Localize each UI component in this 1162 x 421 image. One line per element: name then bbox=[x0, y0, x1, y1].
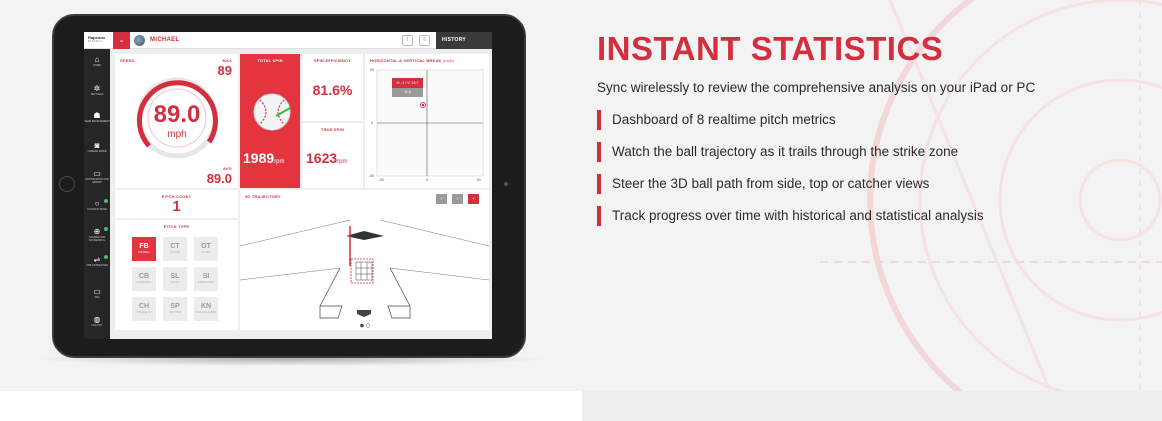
pitch-count-panel bbox=[115, 190, 238, 218]
pitch-type-name: OTHER bbox=[201, 251, 211, 254]
baseball-icon bbox=[252, 92, 292, 132]
pitch-type-code: CH bbox=[138, 303, 150, 310]
sidebar-item-settings[interactable] bbox=[84, 84, 110, 96]
pitch-type-code: OT bbox=[201, 243, 211, 250]
pitch-type-code: FB bbox=[139, 243, 149, 250]
feature-item: Track progress over time with historical and statistical analysis bbox=[597, 205, 1117, 227]
spin-efficiency-panel bbox=[302, 54, 363, 121]
feature-list bbox=[597, 109, 1117, 237]
pitch-type-code: KN bbox=[200, 303, 212, 310]
battery-icon: ▭ bbox=[93, 287, 101, 296]
calibration-icon: ⊕ bbox=[93, 227, 101, 236]
feature-item: Watch the ball trajectory as it trails through the strike zone bbox=[597, 141, 1117, 163]
speed-label: SPEED bbox=[120, 58, 135, 63]
sidebar-item-label: SETTINGS bbox=[90, 93, 104, 96]
app-sidebar bbox=[84, 49, 110, 339]
pitch-type-ot[interactable] bbox=[194, 237, 218, 261]
sidebar-item-label: HOME bbox=[93, 64, 101, 67]
footer-strip-right bbox=[582, 391, 1162, 421]
total-spin-label: TOTAL SPIN bbox=[257, 58, 283, 63]
page-indicator[interactable] bbox=[358, 323, 372, 328]
break-chart-unit: (inch) bbox=[442, 58, 455, 63]
chat-icon: ▭ bbox=[93, 169, 101, 178]
avatar[interactable] bbox=[134, 35, 145, 46]
speed-unit: mph bbox=[167, 129, 187, 140]
user-name: MICHAEL bbox=[150, 37, 180, 43]
break-y-tick: -50 bbox=[369, 174, 375, 178]
logo-subtext: BASEBALL bbox=[88, 40, 104, 43]
pitch-type-name: CUTTER bbox=[169, 251, 181, 254]
logo-text: Rapsodo bbox=[88, 35, 106, 40]
break-chart bbox=[365, 64, 489, 188]
spin-efficiency-value: 81.6% bbox=[312, 82, 353, 98]
speed-avg-label: AVG bbox=[223, 166, 232, 171]
pitch-type-name: SPLITTER bbox=[169, 311, 181, 314]
pitch-type-panel bbox=[115, 220, 238, 330]
total-spin-unit: rpm bbox=[274, 159, 285, 165]
pitch-type-name: SLIDER bbox=[170, 281, 180, 284]
trajectory-prev-button[interactable]: ‹ bbox=[436, 194, 447, 204]
sidebar-item-label: LOG OUT bbox=[91, 324, 103, 327]
total-spin-value bbox=[243, 150, 285, 166]
sidebar-item-notifications[interactable] bbox=[84, 169, 110, 184]
status-dot-green bbox=[104, 227, 108, 231]
sidebar-item-label: CLOUD SYNCED bbox=[87, 208, 107, 211]
pitch-type-name: CHANGE UP bbox=[136, 311, 152, 314]
pitch-type-cb[interactable] bbox=[132, 267, 156, 291]
break-x-tick: 0 bbox=[426, 178, 428, 182]
sidebar-item-label: USB CONNECTED bbox=[86, 264, 108, 267]
pitch-type-name: SINKING BALL bbox=[197, 281, 215, 284]
break-chart-panel bbox=[365, 54, 489, 188]
ipad-home-button bbox=[59, 176, 75, 192]
logout-icon: ◍ bbox=[93, 315, 101, 324]
sidebar-item-label: 33% bbox=[94, 296, 100, 299]
trajectory-view bbox=[240, 206, 489, 330]
camera-icon: ◙ bbox=[94, 141, 100, 150]
sidebar-item-label: TEAM MANAGEMENT bbox=[84, 120, 110, 123]
pitch-type-kn[interactable] bbox=[194, 297, 218, 321]
spin-efficiency-label: SPIN EFFICIENCY bbox=[313, 58, 352, 63]
headline: INSTANT STATISTICS bbox=[597, 30, 944, 67]
speed-max-label: MAX bbox=[222, 58, 232, 63]
pitch-type-code: SI bbox=[202, 273, 210, 280]
feature-item: Steer the 3D ball path from side, top or catcher views bbox=[597, 173, 1117, 195]
pitch-type-label: PITCH TYPE bbox=[163, 224, 190, 229]
sidebar-item-battery bbox=[84, 287, 110, 299]
app-screen bbox=[84, 32, 492, 339]
pitch-type-code: SL bbox=[170, 273, 180, 280]
sidebar-item-home[interactable] bbox=[84, 55, 110, 67]
sidebar-item-camera-mode[interactable] bbox=[84, 141, 110, 153]
pitch-type-name: KNUCKLE CURVE bbox=[195, 311, 217, 314]
break-y-tick: 0 bbox=[371, 121, 373, 125]
pitch-type-sl[interactable] bbox=[163, 267, 187, 291]
total-spin-number: 1989 bbox=[243, 150, 275, 166]
true-spin-unit: rpm bbox=[337, 159, 348, 165]
pitch-type-si[interactable] bbox=[194, 267, 218, 291]
speed-max-value: 89 bbox=[217, 63, 232, 78]
true-spin-panel bbox=[302, 123, 363, 188]
pitch-type-name: FASTBALL bbox=[137, 251, 151, 254]
ipad-camera bbox=[504, 182, 508, 186]
team-icon: ☗ bbox=[93, 111, 101, 120]
status-dot-green bbox=[104, 255, 108, 259]
sidebar-item-logout[interactable] bbox=[84, 315, 110, 327]
usb-icon: ⇌ bbox=[93, 255, 101, 264]
menu-dropdown-button[interactable] bbox=[113, 32, 130, 49]
trajectory-next-button[interactable]: › bbox=[452, 194, 463, 204]
home-icon: ⌂ bbox=[94, 55, 100, 64]
break-chart-label bbox=[370, 58, 454, 63]
clipboard-icon[interactable]: ≡ bbox=[419, 35, 430, 46]
lightbulb-icon[interactable]: ǐ bbox=[402, 35, 413, 46]
pitch-type-ct[interactable] bbox=[163, 237, 187, 261]
gear-icon: ✲ bbox=[93, 84, 101, 93]
break-chart-title: HORIZONTAL & VERTICAL BREAK bbox=[370, 58, 442, 63]
true-spin-label: TRUE SPIN bbox=[320, 127, 345, 132]
break-tag-top: H: -3 / V: 16.7 bbox=[396, 81, 419, 85]
chevron-down-icon: ⌄ bbox=[118, 37, 125, 44]
pitch-type-sp[interactable] bbox=[163, 297, 187, 321]
true-spin-value bbox=[306, 150, 348, 166]
true-spin-number: 1623 bbox=[306, 150, 338, 166]
pitch-type-fb[interactable] bbox=[132, 237, 156, 261]
pitch-count-value: 1 bbox=[172, 198, 181, 215]
pitch-type-code: SP bbox=[170, 303, 180, 310]
sidebar-item-label: CAMERA MODE bbox=[87, 150, 107, 153]
break-tag-bottom: 11.6 bbox=[404, 90, 411, 94]
pitch-type-code: CT bbox=[170, 243, 180, 250]
break-x-tick: 50 bbox=[477, 178, 481, 182]
footer-strip-left bbox=[0, 391, 582, 421]
cloud-sync-icon: ○ bbox=[94, 199, 100, 208]
sidebar-item-team-management[interactable] bbox=[84, 111, 110, 123]
history-button[interactable]: HISTORY bbox=[436, 32, 492, 49]
speed-avg-value: 89.0 bbox=[206, 171, 232, 186]
status-dot-green bbox=[104, 199, 108, 203]
total-spin-panel bbox=[240, 54, 300, 188]
sidebar-item-label: NOTIFICATION AND ERROR bbox=[85, 178, 109, 184]
pitch-type-name: CURVE BALL bbox=[136, 281, 152, 284]
app-topbar bbox=[84, 32, 492, 49]
sidebar-item-label: CALIBRATION SUCCESSFUL bbox=[88, 236, 106, 242]
pitch-type-ch[interactable] bbox=[132, 297, 156, 321]
pitch-type-code: CB bbox=[138, 273, 150, 280]
trajectory-panel bbox=[240, 190, 489, 330]
subheadline: Sync wirelessly to review the comprehensive analysis on your iPad or PC bbox=[597, 80, 1036, 95]
break-x-tick: -50 bbox=[379, 178, 385, 182]
speed-value: 89.0 bbox=[153, 101, 201, 128]
break-y-tick: 50 bbox=[370, 68, 374, 72]
feature-item: Dashboard of 8 realtime pitch metrics bbox=[597, 109, 1117, 131]
app-logo bbox=[88, 35, 112, 46]
pitch-count-label: PITCH COUNT bbox=[161, 194, 192, 199]
trajectory-back-button[interactable]: ‹ bbox=[468, 194, 479, 204]
trajectory-label: 3D TRAJECTORY bbox=[245, 194, 281, 199]
speed-panel bbox=[115, 54, 238, 188]
